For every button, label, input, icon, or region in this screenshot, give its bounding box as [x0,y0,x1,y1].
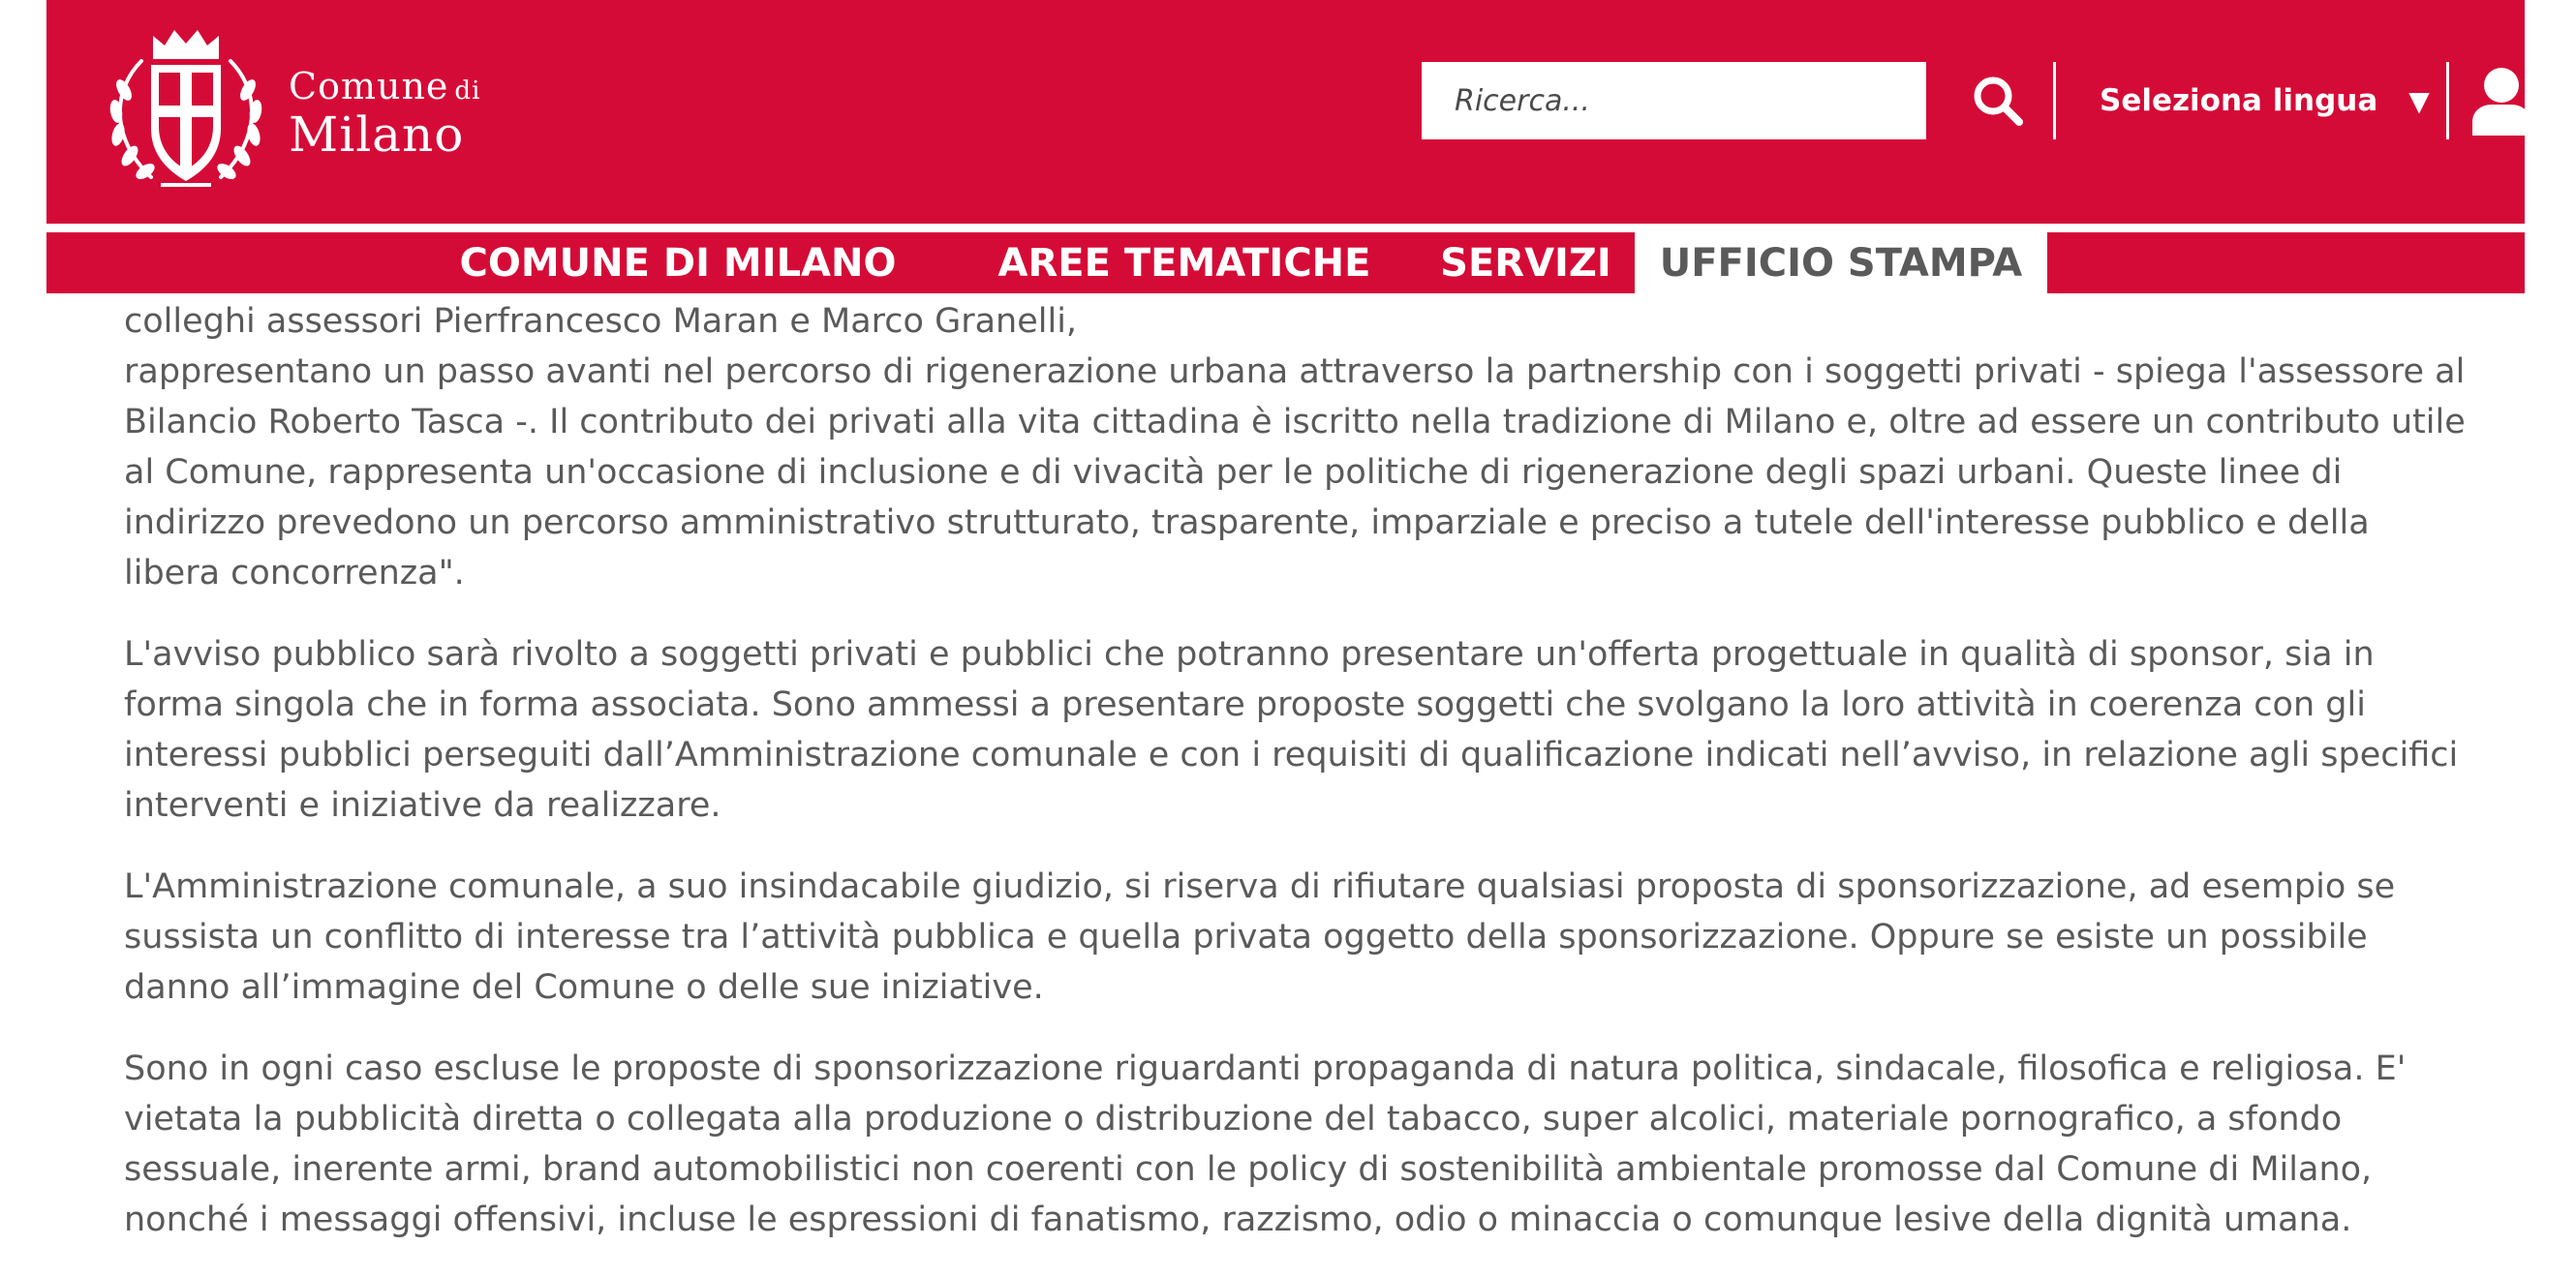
language-select[interactable] [2100,62,2429,139]
city-emblem-icon [103,22,269,197]
article-body [124,296,2468,1276]
chevron-down-icon: ▼ [2408,84,2430,117]
header-divider [2446,62,2449,139]
article-paragraph: rappresentano un passo avanti nel percorso di rigenerazione urbana attraverso la partnership con i soggetti privati - spiega l'assessore al Bilancio Roberto Tasca -. Il contributo dei privati alla vita cittadina è iscritto nella tradizione di Milano e, oltre ad essere un contributo utile al Comune, rappresenta un'occasione di inclusione e di vivacità per le politiche di rigenerazione degli spazi urbani. Queste linee di indirizzo prevedono un percorso amministrativo strutturato, trasparente, imparziale e preciso a tutele dell'interesse pubblico e della libera concorrenza". [124,352,2466,592]
logo-line1-small: di [454,76,481,106]
nav-tab-comune-di-milano[interactable]: COMUNE DI MILANO [459,240,897,286]
header-divider [2053,62,2056,139]
nav-tab-ufficio-stampa[interactable]: UFFICIO STAMPA [1635,232,2047,293]
nav-tab-servizi[interactable]: SERVIZI [1440,240,1611,286]
user-icon [2470,66,2532,136]
site-header [46,0,2525,224]
search-icon [1972,75,2024,127]
article-paragraph: L'Amministrazione comunale, a suo insindacabile giudizio, si riserva di rifiutare qualsiasi proposta di sponsorizzazione, ad esempio se sussista un conflitto di interesse tra l’attività pubblica e quella privata oggetto della sponsorizzazione. Oppure se esiste un possibile danno all’immagine del Comune o delle sue iniziative. [124,867,2396,1007]
search-button[interactable] [1959,62,2037,139]
search-input[interactable] [1422,62,1926,139]
site-logo[interactable] [103,19,509,198]
logo-line2: Milano [289,106,465,163]
logo-line1-word: Comune [289,64,449,107]
nav-tab-aree-tematiche[interactable]: AREE TEMATICHE [997,240,1371,286]
article-paragraph: Sono in ogni caso escluse le proposte di sponsorizzazione riguardanti propaganda di natura politica, sindacale, filosofica e religiosa. E' vietata la pubblicità diretta o collegata alla produzione o distribuzione del tabacco, super alcolici, materiale pornografico, a sfondo sessuale, inerente armi, brand automobilistici non coerenti con le policy di sostenibilità ambientale promosse dal Comune di Milano, nonché i messaggi offensivi, incluse le espressioni di fanatismo, razzismo, odio o minaccia o comunque lesive della dignità umana. [124,1049,2407,1239]
logo-text [289,60,481,163]
main-nav [46,232,2525,293]
logo-line1 [289,64,481,107]
user-login-button[interactable] [2463,62,2540,139]
article-paragraph: colleghi assessori Pierfrancesco Maran e Marco Granelli, [124,302,1078,341]
language-label: Seleziona lingua [2100,83,2378,118]
article-paragraph: L'avviso pubblico sarà rivolto a soggetti privati e pubblici che potranno presentare un'offerta progettuale in qualità di sponsor, sia in forma singola che in forma associata. Sono ammessi a presentare proposte soggetti che svolgano la loro attività in coerenza con gli interessi pubblici perseguiti dall’Amministrazione comunale e con i requisiti di qualificazione indicati nell’avviso, in relazione agli specifici interventi e iniziative da realizzare. [124,635,2459,825]
